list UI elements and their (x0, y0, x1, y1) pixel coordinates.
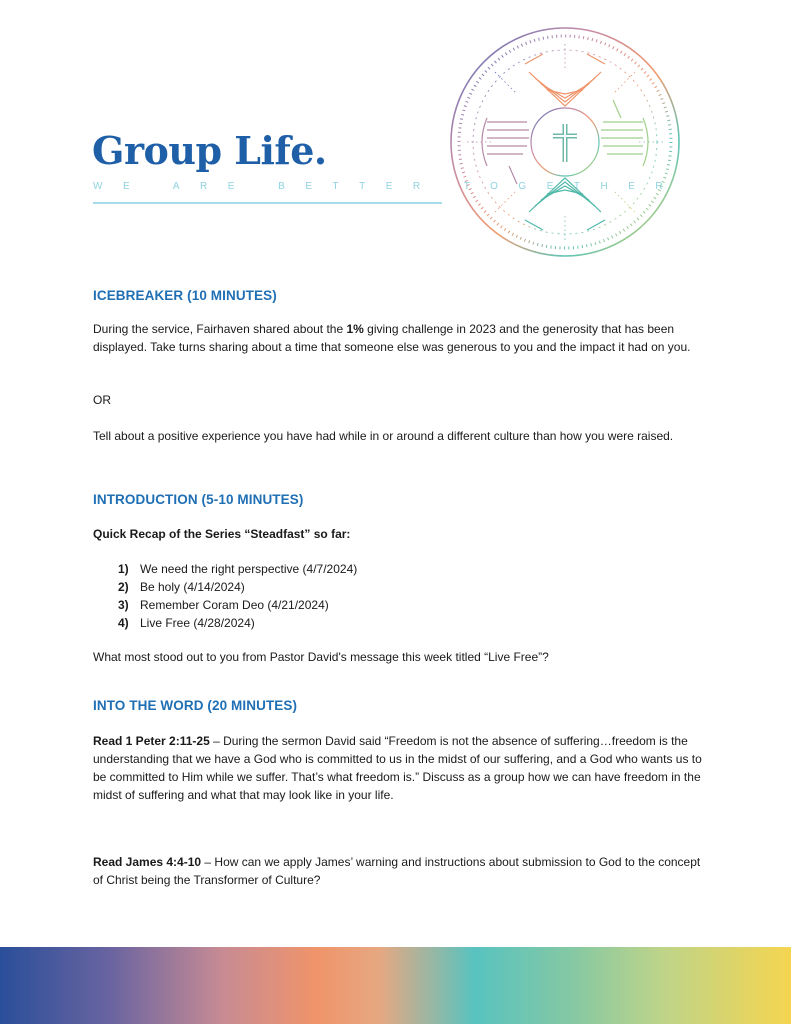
icebreaker-or: OR (93, 393, 111, 407)
footer-gradient-band (0, 947, 791, 1024)
icebreaker-alt-paragraph: Tell about a positive experience you have had while in or around a different culture than how you were raised. (93, 429, 674, 443)
list-item: 2) Be holy (4/14/2024) (118, 580, 245, 594)
icebreaker-paragraph: During the service, Fairhaven shared about the 1% giving challenge in 2023 and the generosity that has been displayed. Take turns sharing about a time that someone else was generous to you and the impact it had on you. (93, 322, 691, 354)
list-item: 3) Remember Coram Deo (4/21/2024) (118, 598, 329, 612)
recap-list (118, 560, 357, 632)
brand-tagline: WE ARE BETTER TOGETHER (93, 181, 684, 192)
read-james-paragraph: Read James 4:4-10 – How can we apply James’ warning and instructions about submission to God to the concept of Christ being the Transformer of Culture? (93, 855, 701, 887)
list-item: 4) Live Free (4/28/2024) (118, 616, 255, 630)
introduction-heading: INTRODUCTION (5-10 MINUTES) (93, 492, 304, 507)
brand-divider (93, 202, 442, 204)
icebreaker-heading: ICEBREAKER (10 MINUTES) (93, 288, 277, 303)
word-heading: INTO THE WORD (20 MINUTES) (93, 698, 298, 713)
brand-title: Group Life. (92, 128, 327, 173)
list-item: 1) We need the right perspective (4/7/2024) (118, 562, 358, 576)
recap-title: Quick Recap of the Series “Steadfast” so far: (93, 527, 351, 541)
intro-question: What most stood out to you from Pastor David's message this week titled “Live Free”? (93, 650, 549, 664)
read-peter-paragraph: Read 1 Peter 2:11-25 – During the sermon David said “Freedom is not the absence of suffering…freedom is the understanding that we have a God who is committed to us in the midst of our suffering, and a God who wants us to be committed to Him while we suffer. That’s what freedom is.” Discuss as a group how we can have freedom in the midst of suffering and what that may look like in your life. (93, 734, 702, 802)
praying-hands-cross-emblem-icon (447, 24, 683, 260)
